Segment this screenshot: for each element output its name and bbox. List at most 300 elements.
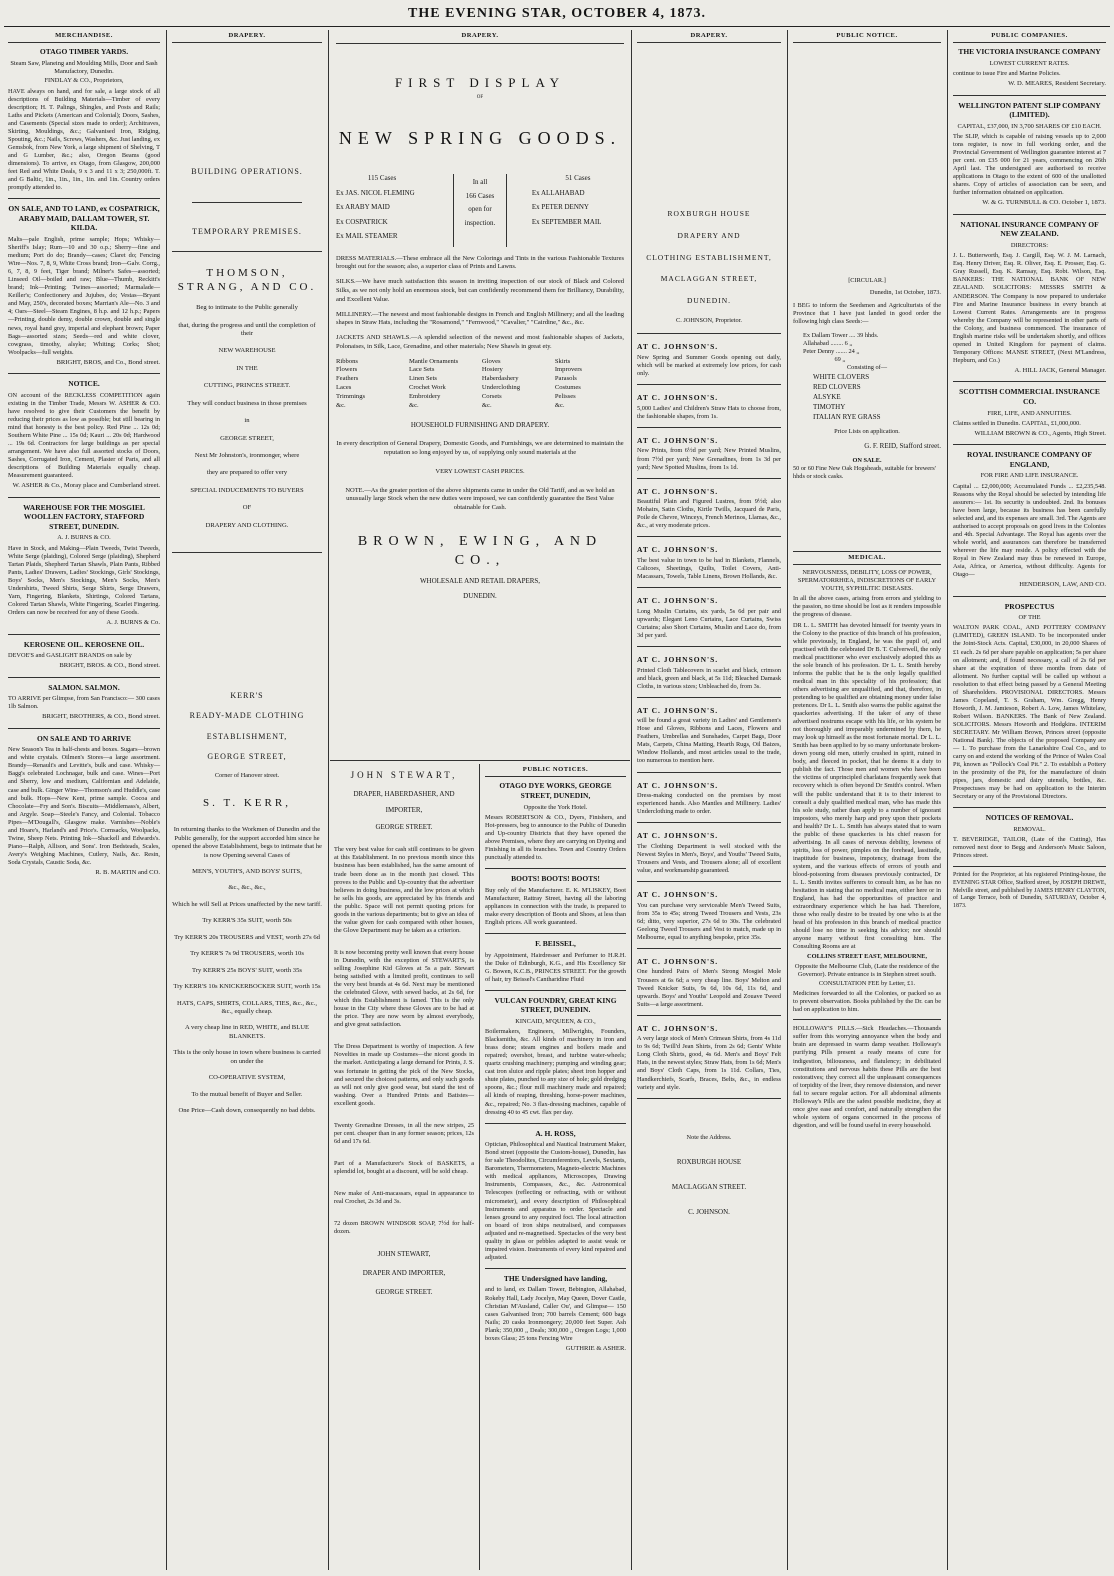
text-line: TIMOTHY [813,402,846,411]
column-drapery-2: DRAPERY. ROXBURGH HOUSE DRAPERY AND CLOTHING ESTABLISHMENT, MACLAGGAN STREET, DUNEDIN. C. JOHNSON, Proprietor. AT C. JOHNSON'S. New Spring and Summer Goods opening out daily, which will be marked at extremely low prices, for cash only. AT C. JOHNSON'S. 5,000 Ladies' and Children's Straw Hats to choose from, the fashionable shapes, from 1s. AT C. JOHNSON'S. New Prints, from 6½d per yard; New Printed Muslins, from 7½d per yard; New Grenadines, from 1s 3d per yard; New Spotted Muslins, from 1s 1d. AT C. JOHNSON'S. Beautiful Plain and Figured Lustres, from 9½d; also Mohairs, Satin Cloths, Kirtle Twills, Jacquard de Paris, Poile de Chevre, Winceys, French Merinos, Llamas, &c., &c., at very moderate prices. AT C. JOHNSON'S. The best value in town to be had in Blankets, Flannels, Calicoes, Sheetings, Quilts, Toilet Covers, Anti-Macassars, Towels, Table Linens, Brown Hollands, &c. AT C. JOHNSON'S. Long Muslin Curtains, six yards, 5s 6d per pair and upwards; Elegant Leno Curtains, Lace Curtains, Swiss Curtains; also Short Curtains, Muslin and Lace do, from 3d per yard. AT C. JOHNSON'S. Printed Cloth Tablecovers in scarlet and black, crimson and black, green and black, at 5s 11d; Bleached Damask Cloths, in various sizes; Unbleached do, from 3s. AT C. JOHNSON'S. will be found a great variety in Ladies' and Gentlemen's Hose and Gloves, Ribbons and Laces, Flowers and Feathers, Umbrellas and Sunshades, Carpet Bags, Door Mats, Carpets, China Matting, Hearth Rugs, Oil Baizes, Window Hollands, and most articles usual to the trade, too numerous to mention here. AT C. JOHNSON'S. Dress-making conducted on the premises by most experienced hands. Also Mantles and Millinery. Ladies' Underclothing made to order. AT C. JOHNSON'S. The Clothing Department is well stocked with the Newest Styles in Men's, Boys', and Youths' Tweed Suits, Trousers and Vests, and Trousers alone; all of excellent value, and workmanship guaranteed. AT C. JOHNSON'S. You can purchase very serviceable Men's Tweed Suits, from 35s to 45s; strong Tweed Trousers and Vests, 23s 6d; ditto, very superior, 27s 6d to 30s. The celebrated Geelong Tweed Trousers and Vest to match, made up in Melbourne, equal to anything bespoke, price 35s. AT C. JOHNSON'S. One hundred Pairs of Men's Strong Mosgiel Mole Trousers at 6s 6d; a very cheap line. Boys' Melton and Tweed Knicker Suits, 9s 6d, 10s 6d, 11s 6d, and upwards. Boys' and Youths' Leopold and Zouave Tweed Suits—a large assortment. AT C. JOHNSON'S. A very large stock of Men's Crimean Shirts, from 4s 11d to 9s 6d; Twill'd Jean Shirts, from 2s 6d; Gents' White Long Cloth Shirts, good, 4s 6d. Men's and Boys' Felt Hats, in the newest styles; Straw Hats, from 1s 6d; Men's and Boys' Cloth Caps, from 1s 11d. Collars, Ties, Handkerchiefs, Scarfs, Braces, Belts, &c., in endless variety and style. Note the Address. ROXBURGH HOUSE MACLAGGAN STREET. C. JOHNSON. [637,32,781,1216]
goods-column [555,358,624,411]
goods-item: Lace Sets [408,366,435,374]
ad-title: SCOTTISH COMMERCIAL INSURANCE CO. [959,387,1100,406]
advert [953,450,1106,589]
goods-list [336,358,624,411]
text-line: Ex ALLAHABAD [531,188,585,197]
ad-body: Boilermakers, Engineers, Millwrights, Founders, Blacksmiths, &c. All kinds of machinery in iron and brass done; steam engines and boilers made and repaired; overshot, breast, and turbine water-wheels; quartz crushing machinery; pumping and winding gear; cast iron sluice and ripple plates; sheet iron hopper and shute plates, punched to any size of hole; gold dredging spoons, &c.; flour mill machinery made and repaired; all kinds of reaping, threshing, horse-power machines, &c., repaired; No. 3 flax-dressing machines, capable of dressing 40 to 45 cwt. flax per day. [485,1028,626,1116]
ad-title: PROSPECTUS [1004,601,1055,611]
ad-heading: BUILDING OPERATIONS. [191,167,303,177]
text-line: Ex ARABY MAID [336,203,390,212]
ad-title: AT C. JOHNSON'S. [637,596,719,606]
advert [637,957,781,1009]
text-line: ALSYKE [813,392,841,401]
ad-subheading: Corner of Hanover street. [214,772,280,780]
goods-column [336,358,405,411]
text-line: VERY LOWEST CASH PRICES. [435,467,525,475]
ad-subheading: LOWEST CURRENT RATES. [989,60,1070,68]
goods-item: Trimmings [336,393,366,401]
ad-title: OTAGO TIMBER YARDS. [39,47,129,57]
ad-title: AT C. JOHNSON'S. [637,435,719,445]
ad-title: THE Undersigned have landing, [503,1273,608,1283]
ad-subheading: CAPITAL, £37,000, IN 3,700 SHARES OF £10 EACH. [957,122,1102,130]
column-divider [787,30,788,1570]
text-line: Part of a Manufacturer's Stock of BASKETS, a splendid lot, bought at a discount, will be sold cheap. [334,1159,474,1175]
ad-title: FIRST DISPLAY [394,74,566,90]
ad-title: ROYAL INSURANCE COMPANY OF ENGLAND, [967,450,1092,469]
column-heading: DRAPERY. [336,32,624,44]
advert [953,220,1106,375]
goods-item: Mantle Ornaments [408,357,459,365]
goods-item: Embroidery [408,393,441,401]
firm-name: BROWN, EWING, AND CO., [357,533,603,568]
ad-signature: W. ASHER & Co., Moray place and Cumberland street. [12,482,160,490]
text-line: GEORGE STREET, [220,434,274,442]
goods-item: Ribbons [336,357,358,365]
goods-item: &c. [408,402,419,410]
divider [637,772,781,773]
column-public-companies [949,30,1110,1570]
text-line: Beg to intimate to the Public generally [196,304,298,312]
ad-body: New Season's Tea in half-chests and boxes. Sugars—brown and white crystals. Oilmen's Stores—a large assortment. Brandy—Renault's and Levitte's, bulk and case. Whisky—Bagg's celebrated Lochnagar, bulk and case. Wines—Port and Sherry, low and medium, Californian and Adelaide, case and bulk. Ginger Wine—Thomson's and Huddle's, case and bulk. Hops—New Kent, prime sample. Cocoa and Chocolate—Fry and Son's. Biscuits—Middlemass's, Albert, and Argyle. Soap—Steele's Fancy, and Colonial. Tobacco Pipes—M'Dougall's, Glasgow make. Varnishes—Noble's and Hoare's, Harland's and Price's. Cornsacks, Woolpacks, Twine, Sheep Nets. Printing Ink—Shackell and Edwards's. Piano—Ralph, Allison, and Sons'. Iron Bedsteads, Scales, Avery's Weighing Machines, Cutlery, Nails, &c. Resin, Soda Crystals, Caustic Soda, &c. [8,746,160,866]
ad-title: NOTICES OF REMOVAL. [985,813,1074,823]
text-line: Try KERR'S 25s BOYS' SUIT, worth 35s [192,966,302,974]
ad-lines [172,826,322,1115]
advert [637,1024,781,1092]
text-line: The Dress Department is worthy of inspection. A few Novelties in made up Costumes—the nicest goods in the market. Anticipating a large demand for Prints, J. S. was fortunate in getting the pick of the New Stocks, and secured the choicest patterns, and only such goods as will not only give good wear, but stand the test of washing. Over a Hundred Prints and Batistes—excellent goods. [334,1043,474,1107]
column-public-notices [481,764,630,1570]
text-line: Ex JAS. NICOL FLEMING [336,188,415,197]
text-line: Twenty Grenadine Dresses, in all the new stripes, 25 per cent. cheaper than in any former season; prices, 12s 6d and 17s 6d. [334,1121,474,1145]
text-line: To the mutual benefit of Buyer and Seller. [191,1090,303,1098]
ad-body: New Spring and Summer Goods opening out daily, which will be marked at extremely low prices, for cash only. [637,354,781,378]
advert [637,890,781,942]
text-line: CLOTHING ESTABLISHMENT, [646,252,772,262]
masthead: THE EVENING STAR, OCTOBER 4, 1873. [408,6,706,21]
advert [485,781,626,862]
imprint: Printed for the Proprietor, at his registered Printing-house, the EVENING STAR Office, Stafford street, by JOSEPH DREWE, Melville street, and published by JAMES HENRY CLAYTON, of Lange Terrace, both of Dunedin, SATURDAY, October 4, 1873. [953,872,1106,910]
text-line: SPECIAL INDUCEMENTS TO BUYERS [190,486,304,494]
ad-title: AT C. JOHNSON'S. [637,654,719,664]
column-heading: PUBLIC NOTICE. [793,32,941,43]
goods-item: Gloves [481,357,501,365]
goods-item: &c. [554,402,565,410]
advert [637,655,781,691]
ad-body: Long Muslin Curtains, six yards, 5s 6d per pair and upwards; Elegant Leno Curtains, Lace Curtains, Swiss Curtains; also Short Curtains, Muslin and Lace do, from 3d per yard. [637,607,781,639]
text-line: Ex MAIL STEAMER [336,232,398,241]
advert [637,487,781,531]
divider [637,1015,781,1016]
ad-subheading: FINDLAY & CO., Proprietors, [44,77,124,85]
divider [637,697,781,698]
ad-title: WELLINGTON PATENT SLIP COMPANY (LIMITED). [958,100,1101,120]
goods-item: &c. [336,402,346,410]
text-line: RED CLOVERS [813,382,861,391]
goods-item: Hosiery [481,366,503,374]
advert [8,640,160,671]
goods-item: Flowers [336,366,358,374]
ad-signature: W. D. MEARES, Resident Secretary. [1008,80,1106,88]
ad-title: ON SALE AND TO ARRIVE [37,733,131,743]
advert [953,813,1106,860]
column-heading: DRAPERY. [172,32,322,43]
ad-title: NEW SPRING GOODS. [338,128,622,149]
advert [8,204,160,367]
goods-item: Pelisses [554,393,576,401]
advert [485,939,626,984]
ad-body: New Prints, from 6½d per yard; New Printed Muslins, from 7½d per yard; New Grenadines, from 1s 3d per yard; New Spotted Muslins, from 1s 1d. [637,447,781,471]
ad-body: Messrs ROBERTSON & CO., Dyers, Finishers, and Hot-pressers, beg to announce to the Public of Dunedin and Up-country Districts that they have opened the above Premises, where they are carrying on Dyeing and Finishing in all its branches. Town and Country Orders punctually attended to. [485,813,626,862]
ad-title: AT C. JOHNSON'S. [637,890,719,900]
ad-title: AT C. JOHNSON'S. [637,393,719,403]
text-line: New make of Anti-macassars, equal in appearance to real Crochet, 2s 3d and 3s. [334,1189,474,1206]
text-line: 69 ,, [803,355,846,363]
divider [485,868,626,869]
ad-body: Buy only of the Manufacturer. E. K. M'LISKEY, Boot Manufacturer, Rattray Street, having all the laboring appliances in connection with the trade, is prepared to make every description of Boots and Shoes, at less than English prices. All work guaranteed. [485,886,626,926]
divider [8,198,160,199]
text-line: MILLINERY.—The newest and most fashionable designs in French and English Millinery; and all the leading shapes in Straw Hats, including the "Rosamond," "Fernwood," "Cavalier," "Cairdine," &c., &c. [336,310,624,327]
text-line: DUNEDIN. [686,295,732,305]
ad-body: You can purchase very serviceable Men's Tweed Suits, from 35s to 45s; strong Tweed Trousers and Vests, 23s 6d; ditto, very superior, 27s 6d to 30s. The celebrated Geelong Tweed Trousers and Vest to match, made up in Melbourne, equal to anything bespoke, price 35s. [637,901,781,941]
divider [953,95,1106,96]
shipments: 115 Cases Ex JAS. NICOL FLEMING Ex ARABY MAID Ex COSPATRICK Ex MAIL STEAMER In all 166 Cases open for inspection. 51 Cases Ex ALLAHABAD Ex PETER DENNY Ex SEPTEMBER MAIL [336,174,624,246]
column-divider [328,30,329,1570]
text-line: DRAPERY AND CLOTHING. [205,521,289,529]
divider [637,881,781,882]
text-line: MEN'S, YOUTH'S, AND BOYS' SUITS, [192,868,302,875]
text-line: In every description of General Drapery, Domestic Goods, and Furnishings, we are determined to maintain the reputation so long enjoyed by us, of supplying only sound materials at the [336,440,624,457]
text-line: DRAPER AND IMPORTER, [362,1269,446,1278]
ad-body: TO ARRIVE per Glimpse, from San Francisco:— 300 cases 1lb Salmon. [8,695,160,711]
ad-title: AT C. JOHNSON'S. [637,705,719,715]
ad-heading: KERR'S [230,691,264,701]
ad-signature: HENDERSON, LAW, AND CO. [1019,581,1106,589]
ad-signature: BRIGHT, BROS. & CO., Bond street. [59,662,160,670]
advert [953,101,1106,208]
goods-item: Skirts [554,357,571,365]
divider [637,427,781,428]
ad-title: NOTICE. [68,379,100,389]
firm-name: THOMSON, STRANG, AND CO. [177,266,317,293]
column-divider [479,764,480,1570]
advert [953,602,1106,802]
ad-body: HAVE always on hand, and for sale, a large stock of all descriptions of Building Materials—Timber of every description; H. T. Palings, Shingles, and Posts and Rails; Laths and Pickets (American and Colonial); Doors, Sashes, and Casements (Special sizes made to order); Architraves, Skirting, Mouldings, &c.; Galvanised Iron, Ridging, Spouting, &c.; Nails, Screws, Washers, &c. Just landing, ex Gemsbok, from New York, a large shipment of Shelving, T and G Lumber, &c.; also, Oregon Beams (good dimensions). To arrive, ex Otago, from Glasgow, 200,000 feet Red and White Deals, 9 x 3 and 11 x 3; 250,000ft. T. and G Baltic, 1in., 1in., 1in., 1in. and 1in. Country orders promptly attended to. [8,87,160,192]
text-line: NOTE.—As the greater portion of the above shipments came in under the Old Tariff, and as we hold an unusually large Stock when the new duties were imposed, we can confidently guarantee the Best Value obtainable for Cash. [345,486,615,512]
ad-title: F. BEISSEL, [535,938,576,948]
text-line: DRESS MATERIALS.—These embrace all the New Colorings and Tints in the various Fashionable Textures brought out for the season; also, a superior class of Prints and Lawns. [336,254,624,271]
advert [637,545,781,581]
text-line: DRAPER, HABERDASHER, AND [353,789,455,798]
ad-body: The best value in town to be had in Blankets, Flannels, Calicoes, Sheetings, Quilts, Toilet Covers, Anti-Macassars, Towels, Table Linens, Brown Hollands, &c. [637,556,781,581]
column-merchandise [4,30,164,1570]
text-line: JOHN STEWART, [377,1250,431,1259]
divider [637,646,781,647]
goods-item: Parasols [554,375,577,383]
ad-subheading: Opposite the York Hotel. [523,803,588,811]
ad-body: J. L. Butterworth, Esq. J. Cargill, Esq. W. J. M. Larnach, Esq. Henry Driver, Esq. R. Oliver, Esq. E. Prosser, Esq. G. Gray Russell, Esq. K. Ramsay, Esq. Robt. Wilson, Esq. BANKERS: THE NATIONAL BANK OF NEW ZEALAND. SOLICITORS: MESSRS SMITH & ANDERSON. The Company is now prepared to undertake Fire and Marine Insurance business in every branch at Lowest Current Rates. Arrangements are in progress whereby the Company will be represented in other parts of the Colony, and business commenced. The insurance of English marine risks will be undertaken shortly, and offices opened in United Kingdom for payment of claims. Temporary Offices: MANSE STREET, (Next M'Landress, Hepburn, and Co.) [953,252,1106,364]
goods-item: Improvers [554,366,582,374]
text-line: DRAPERY AND [677,231,741,241]
goods-item: Laces [336,384,352,392]
text-line: Which he will Sell at Prices unaffected by the new tariff. [172,900,322,908]
divider [953,444,1106,445]
text-line: IN THE [236,364,258,372]
divider [953,596,1106,597]
text-line: CUTTING, PRINCES STREET. [203,382,291,390]
ad-of: OF [476,95,484,101]
ad-subheading: OF THE [1018,614,1041,622]
advert [8,503,160,628]
ad-title: ON SALE, AND TO LAND, ex COSPATRICK, ARABY MAID, DALLAM TOWER, ST. KILDA. [8,204,160,233]
divider [637,587,781,588]
ad-heading: ESTABLISHMENT, [206,731,288,741]
text-line: Try KERR'S 10s KNICKERBOCKER SUIT, worth 15s [173,983,321,991]
ad-title: AT C. JOHNSON'S. [637,545,719,555]
ad-body: One hundred Pairs of Men's Strong Mosgiel Mole Trousers at 6s 6d; a very cheap line. Boys' Melton and Tweed Knicker Suits, 9s 6d, 10s 6d, 11s 6d, and upwards. Boys' and Youths' Leopold and Zouave Tweed Suits—a large assortment. [637,968,781,1008]
advert [485,874,626,927]
text-line: They will conduct business in those premises [187,399,307,407]
text-line: This is the only house in town where business is carried on under the [173,1049,321,1065]
ad-subheading: FIRE, LIFE, AND ANNUITIES. [987,409,1072,417]
text-line: WHITE CLOVERS [813,372,870,381]
advert [637,393,781,421]
text-line: NEW WAREHOUSE [218,347,276,355]
ad-signature: GUTHRIE & ASHER. [565,1344,626,1352]
text-line: CO-OPERATIVE SYSTEM, [208,1074,286,1082]
advert [637,342,781,378]
text-line: MACLAGGAN STREET. [671,1182,747,1191]
divider [637,1098,781,1099]
column-heading: DRAPERY. [637,32,781,43]
ad-body: Optician, Philosophical and Nautical Instrument Maker, Bond street (opposite the Custom-house), Dunedin, has for sale Theodolites, Circumferentors, Levels, Sextants, Barometers, Thermometers, Magneto-electric Machines with medical appliances, Microscopes, Drawing Instruments, Compasses, &c., &c. Astronomical Telescopes (reflecting or refracting, with or without micrometer), and every description of Philosophical Instruments and apparatus to order. Spectacle and lenses ground to any required foci. The local attraction on board of iron ships neutralised, and compasses adjusted and re-magnetised. Spectacles of the very best quality in glass or pebbles adapted to assist weak or impaired vision. Instruments of every kind repaired and adjusted. [485,1141,626,1261]
ad-title: SALMON. SALMON. [48,682,120,692]
advert [637,436,781,472]
text-line: Ex Dallam Tower .... 39 hhds. [803,331,879,339]
column-public-notice: PUBLIC NOTICE. [CIRCULAR.] Dunedin, 1st October, 1873. I BEG to inform the Seedsmen and Agriculturists of the Province that I have just landed in good order the following high class Seeds:— Ex Dallam Tower .... 39 hhds. Allahabad ........ 6 ,, Peter Denny ....... 24 ,, 69 ,, Consisting of— WHITE CLOVERS RED CLOVERS ALSYKE TIMOTHY ITALIAN RYE GRASS Price Lists on application. G. F. REID, Stafford street. ON SALE. 50 or 60 Fine New Oak Hogsheads, suitable for brewers' hhds or stock casks. MEDICAL. NERVOUSNESS, DEBILITY, LOSS OF POWER, SPERMATORRHŒA, INDISCRETIONS OF EARLY YOUTH, SYPHILITIC DISEASES. In all the above cases, arising from errors and yielding to the passion, no time should be lost as it renders impossible the progress of disease. DR L. L. SMITH has devoted himself for twenty years in the Colony to the practice of this branch of his profession, while previously, in England, he was the pupil of, and practised with the celebrated Dr B. T. Culverwell, the only medical practitioner who ever exclusively adopted this as the sole branch of his profession. Dr L. L. Smith hereby informs the public that he is the only legally qualified medical man in this speciality of his profession; that others advertising are unqualified, and that, therefore, in pretending to be qualified are obtaining money under false pretences. Dr L. L. Smith also warns the public against the quackeries advertising. If the taker of any of these advertised nostrums escape with his life, or his system be not thoroughly and irreparably undermined by them, he may look up himself as the most fortunate mortal. Dr L. L. Smith has been applied to by so many unfortunate broken-down young old men, utterly crushed in spirit, ruined in body, and fleeced in pocket, that he deems it a duty to publish the fact. Those men and women who have been the victims of unprincipled charlatans frequently seek that recovery which is often beyond Dr Smith's control. When will the public understand that it is to their interest to consult a duly qualified medical man, who has made this his sole study, rather than apply to a number of ignorant impostors, who merely harp and prey upon their pockets and health? Dr L. L. Smith has always stated that to warn the public of these quackeries is his chief reason for advertising. In all cases of nervous debility, lowness of spirits, loss of power, pimples on the forehead, lassitude, inaptitude for business, impotency, drainage from the system, and the various effects of errors of youth and blood-poisoning from diseases previously contracted, Dr L. L. Smith invites sufferers to consult him, as he has no hesitation in stating that no medical man, either here or in England, has had the opportunities of practice and extraordinary experience which he has had. Therefore, those who really desire to be treated by one who is at the head of his profession in this branch of medical practice should lose no time in seeking his advice; nor should anyone marry without first consulting him. The Consulting Rooms are at COLLINS STREET EAST, MELBOURNE, Opposite the Melbourne Club, (Late the residence of the Governor). Private entrance is in Stephen street south. CONSULTATION FEE by Letter, £1. Medicines forwarded to all the Colonies, or packed so as to prevent observation. Books published by the Dr. can be had on application to him. HOLLOWAY'S PILLS.—Sick Headaches.—Thousands suffer from this worrying annoyance when the body and brain are depressed in warm damp weather. Holloway's purifying Pills present a ready means of cure for indigestion, biliousness, and flatulency; in debilitated constitutions and nervous habits these Pills are the best restoratives; they correct all the unpleasant consequences of torpidity of the liver, they remove distension, and never fail to secure regular action. For all abdominal ailments Holloway's Pills are the safest possible medicine, they at once give ease and comfort, and naturally strengthen the whole system of organs concerned in the process of digestion, and will be found useful in every household. [793,32,941,1129]
divider [485,933,626,934]
text-line: Ex PETER DENNY [531,203,589,212]
text-line: It is now becoming pretty well known that every house in Dunedin, with the exception of STEWART'S, is selling Josephine Kid Gloves at 5s a pair. Stewart being satisfied with a limited profit, continues to sell the very best brands at 4s 6d. Next may be mentioned the celebrated Glove, with sewed backs, at 2s 6d, for which this Establishment is famed. This is the only house in the City where these Gloves are to be had at the price. They are now worn by almost everybody, and give great satisfaction. [334,948,474,1029]
text-line: that, during the progress and until the completion of their [178,321,316,337]
proprietor: C. JOHNSON, Proprietor. [676,317,742,325]
divider [953,381,1106,382]
text-line: open for [468,205,492,214]
column-divider [947,30,948,1570]
ad-signature: BRIGHT, BROTHERS, & CO., Bond street. [42,713,160,721]
ad-body: ON account of the RECKLESS COMPETITION again existing in the Timber Trade, Messrs W. ASHER & CO. have resolved to give their Customers the benefit by reducing their prices as low as possible; but still bearing in mind that honesty is the best policy. Red Pine ... 12s 0d; Southern White Pine ... 15s 0d; Kauri ... 20s 0d; Hardwood ... 19s 6d. Contractors for large buildings as per special arrangement. We have also full assorted stocks of Doors, Sashes, Corrugated Iron, Cement, Plaster of Paris, and all descriptions of Building Materials equally cheap. Measurement guaranteed. [8,391,160,480]
ad-subheading: HOUSEHOLD FURNISHING AND DRAPERY. [410,420,550,429]
column-heading: PUBLIC NOTICES. [485,766,626,777]
column-john-stewart [330,764,478,1570]
ad-body: Capital ... £2,000,000; Accumulated Funds ... £2,235,548. Reasons why the Royal should be selected by intending life assurers:— 1st. Its security is undoubted. 2nd. Its bonuses have been large, because its business has been carefully selected and, and its expenses are small. 3rd. The Agents are authorised to accept proposals on good lives in the Colonies and 4th. Special Advantage. The Royal has agents over the whole world, and assurances can therefore be transferred wherever the life may reside. A policy effected with the Royal in New Zealand may thus be renewed in Europe, Asia, Africa, or America, without difficulty. Agents for Otago— [953,482,1106,579]
ad-title: A. H. ROSS, [535,1128,576,1138]
ad-body: Have in Stock, and Making—Plain Tweeds, Twist Tweeds, White Serge (plaiding), Colored Serge (plaiding), Shepherd Tartan Plaids, Shepherd Tartan Shawls, Plain Pants, Ribbed Pants, Ladies' Drawers, Ladies' Stockings, Girls' Stockings, Boys' Socks, Men's Stockings, Men's Socks, Men's Undershirts, Tweed Shirts, Serge Shirts, Serge Drawers, Yarn, Fingering, Blankets, Shirtings, Colored Tartans, Colored Tartan Shawls, White Fingering, Scarlet Fingering. Orders can now be received for any of these Goods. [8,544,160,617]
ad-title: NATIONAL INSURANCE COMPANY OF NEW ZEALAND. [960,219,1099,239]
divider [8,373,160,374]
column-heading: PUBLIC COMPANIES. [953,32,1106,43]
firm-name: JOHN STEWART, [350,770,458,780]
divider [637,822,781,823]
text-line: 166 Cases [465,191,495,200]
text-line: inspection. [464,218,496,227]
ad-subheading: Steam Saw, Planeing and Moulding Mills, Door and Sash Manufactory, Dunedin. [10,60,158,76]
text-line: 72 dozen BROWN WINDSOR SOAP, 7½d for half-dozen. [334,1220,474,1236]
ad-subheading: DIRECTORS: [1010,242,1049,250]
masthead-rule [4,26,1110,27]
ad-title: AT C. JOHNSON'S. [637,1023,719,1033]
ad-body: WALTON PARK COAL, AND POTTERY COMPANY (LIMITED), GREEN ISLAND. To be incorporated under the Joint-Stock Acts. Capital, £30,000, in 20,000 Shares of £1 each. 2s 6d per share payable on application; 5s per share on allotment; and, if found necessary, a call of 2s 6d per share at the expiration of three months from date of allotment. No further capital will be called up without a resolution to that effect being passed by a General Meeting of Shareholders. PROVISIONAL DIRECTORS. Messrs James Copeland, T. S. Graham, Wm. Gregg, Henry Howorth, J. M. Jamieson, Robert A. Low, James Whitelaw, Robert Wilson. BANKERS. The Bank of New Zealand. SOLICITORS. Messrs Howorth and Hodgkins. INTERIM SECRETARY. Mr William Brown, Princes street (opposite National Bank). The objects of the proposed Company are— 1. To purchase from the Lanarkshire Coal Co., and to carry on and extend the working of the Prince of Wales Coal Pit, known as "Pollock's Coal Pit." 2. To establish a Pottery in the proximity of the Pit, for the manufacture of drain pipes, jars, domestic and dairy utensils, bottles, &c. Prospectuses may be had on application to the Interim Secretary or any of the Provisional Directors. [953,624,1106,801]
advert [637,596,781,640]
goods-item: Underclothing [481,384,520,392]
ad-signature: W. & G. TURNBULL & CO. October 1, 1873. [982,199,1106,207]
text-line: &c., &c., &c., [228,884,266,892]
divider [485,990,626,991]
ad-heading: TEMPORARY PREMISES. [192,226,302,236]
text-line: OF [242,504,252,512]
text-line: Try KERR'S 20s TROUSERS and VEST, worth 27s 6d [174,933,320,941]
advert [953,387,1106,438]
text-line: IMPORTER, [385,806,423,815]
ad-body: Claims settled in Dunedin. CAPITAL, £1,000,000. [953,419,1081,427]
text-line: GEORGE STREET. [375,823,433,832]
text-line: ROXBURGH HOUSE [676,1157,742,1166]
divider [8,634,160,635]
ad-subheading: KINCAID, M'QUEEN, & CO., [515,1017,596,1025]
text-line: In all [472,178,488,187]
ad-body: Dress-making conducted on the premises by most experienced hands. Also Mantles and Millinery. Ladies' Underclothing made to order. [637,792,781,816]
text-line: One Price—Cash down, consequently no bad debts. [178,1107,316,1114]
advert [485,1274,626,1353]
brown-ewing-advert: DRAPERY. FIRST DISPLAY OF NEW SPRING GOODS. 115 Cases Ex JAS. NICOL FLEMING Ex ARABY MAID Ex COSPATRICK Ex MAIL STEAMER In all 166 Cases open for inspection. 51 Cases Ex ALLAHABAD Ex PETER DENNY Ex SEPTEMBER MAIL DRESS MATERIALS.—These embrace all the New Colorings and Tints in the various Fashionable Textures brought out for the season; also, a superior class of Prints and Lawns. SILKS.—We have much satisfaction this season in inviting inspection of our stock of Black and Colored Silks, as we not only hold an enormous stock, but can confidently recommend them for Brilliancy, Durability, and Excellent Value. MILLINERY.—The newest and most fashionable designs in French and English Millinery; and all the leading shapes in Straw Hats, including the "Rosamond," "Fernwood," "Cavalier," "Cairdine," &c., &c. JACKETS AND SHAWLS.—A splendid selection of the newest and most fashionable shapes of Jackets, Polonaises, in Silk, Lace, Grenadine, and other materials; New Shawls in great ety. Ribbons Flowers Feathers Laces Trimmings &c. Mantle Ornaments Lace Sets Linen Sets Crochet Work Embroidery &c. Gloves Hosiery Haberdashery Underclothing Corsets &c. Skirts Improvers Parasols Costumes Pelisses &c. HOUSEHOLD FURNISHING AND DRAPERY. In every description of General Drapery, Domestic Goods, and Furnishings, we are determined to maintain the reputation so long enjoyed by us, of supplying only sound materials at the VERY LOWEST CASH PRICES. NOTE.—As the greater portion of the above shipments came in under the Old Tariff, and as we hold an unusually large Stock when the new duties were imposed, we can confidently guarantee the Best Value obtainable for Cash. BROWN, EWING, AND CO., WHOLESALE AND RETAIL DRAPERS, DUNEDIN. [336,32,624,601]
ad-title: AT C. JOHNSON'S. [637,956,719,966]
divider [637,948,781,949]
advert [8,683,160,722]
advert [637,706,781,766]
text-line: SILKS.—We have much satisfaction this season in inviting inspection of our stock of Black and Colored Silks, as we not only hold an enormous stock, but can confidently recommend them for Brilliancy, Durability, and Excellent Value. [336,278,624,303]
ad-lines [172,304,322,530]
ad-body: 5,000 Ladies' and Children's Straw Hats to choose from, the fashionable shapes, from 1s. [637,404,781,420]
column-heading: MERCHANDISE. [8,32,160,43]
ad-body: The SLIP, which is capable of raising vessels up to 2,000 tons register, is now in full working order, and the Provincial Government of Wellington guarantee interest at 7 per cent. on £35 000 for 21 years, commencing on 26th April last. The undersigned are authorised to receive applications in Otago to the extent of 600 of the unallotted shares. Copy of articles of association can be seen, and further information obtained on application. [953,133,1106,197]
divider [637,536,781,537]
ad-signature: BRIGHT, BROS, and Co., Bond street. [56,358,160,366]
ad-signature: R. B. MARTIN and CO. [95,869,160,876]
text-line: HATS, CAPS, SHIRTS, COLLARS, TIES, &c., &c., &c., equally cheap. [177,999,317,1015]
goods-column [482,358,551,411]
goods-item: Feathers [336,375,359,383]
ad-title: WAREHOUSE FOR THE MOSGIEL WOOLLEN FACTORY, STAFFORD STREET, DUNEDIN. [23,502,145,531]
divider [637,478,781,479]
text-line: Try KERR'S 7s 9d TROUSERS, worth 10s [190,950,304,958]
column-drapery-1 [168,30,326,1570]
text-line: The very best value for cash still continues to be given at this Establishment. In no previous month since this business has been established, has the same amount of trade been done as in the month just closed. This proves to the Public and Up-country that the advertiser believes in doing business, and the low prices at which he sells his goods, are appreciated by his friends and the public. Space will not permit quoting prices for goods in the various departments; but to give an idea of the value given for cash compared with other houses, the Glove Department may be taken as a criterion. [334,846,474,934]
goods-item: &c. [481,402,492,410]
ad-subheading: REMOVAL. [1013,826,1046,833]
advert [8,379,160,491]
goods-item: Costumes [554,384,581,392]
ad-title: KEROSENE OIL. KEROSENE OIL. [23,639,145,649]
advert-list [8,47,160,877]
divider [953,214,1106,215]
ad-subheading: A. J. BURNS & CO. [57,534,111,542]
ad-signature: A. J. BURNS & Co. [106,619,160,627]
text-line: Try KERR'S 35s SUIT, worth 50s [202,917,292,925]
text-line: Ex SEPTEMBER MAIL [531,217,602,226]
text-line: they are prepared to offer very [206,469,288,477]
advert [8,47,160,192]
advert [485,1129,626,1262]
text-line: ITALIAN RYE GRASS [813,412,881,421]
ad-title: AT C. JOHNSON'S. [637,780,719,790]
text-line: GEORGE STREET. [375,1288,433,1297]
column-divider [631,30,632,1570]
goods-item: Crochet Work [408,384,446,392]
ad-heading: READY-MADE CLOTHING [189,711,305,721]
text-line: Ex COSPATRICK [336,217,388,226]
ad-title: THE VICTORIA INSURANCE COMPANY [958,47,1101,57]
advert [485,996,626,1117]
goods-column [409,358,478,411]
ad-heading: GEORGE STREET, [207,751,287,761]
ad-body: Beautiful Plain and Figured Lustres, from 9½d; also Mohairs, Satin Cloths, Kirtle Twills, Jacquard de Paris, Poile de Chevre, Winceys, French Merinos, Llamas, &c., &c., at very moderate prices. [637,498,781,530]
divider [485,1123,626,1124]
text-line: in [244,417,250,425]
ad-subheading: FOR FIRE AND LIFE INSURANCE. [980,472,1079,480]
text-line: A very cheap line in RED, WHITE, and BLUE BLANKETS. [184,1024,310,1040]
ad-signature: A. HILL JACK, General Manager. [1014,366,1106,374]
ad-body: Printed Cloth Tablecovers in scarlet and black, crimson and black, green and black, at 5s 11d; Bleached Damask Cloths, in various sizes; Unbleached do, from 3s. [637,666,781,690]
advert [637,781,781,817]
column-divider [166,30,167,1570]
ad-body: The Clothing Department is well stocked with the Newest Styles in Men's, Boys', and Youths' Tweed Suits, Trousers and Vests, and Trousers alone; all of excellent value, and workmanship guaranteed. [637,842,781,874]
ad-body: and to land, ex Dallam Tower, Bebington, Allahabad, Rokeby Hall, Lady Jocelyn, May Queen, Dover Castle, Christian M'Ausland, Caller Ou', and Glimpse— 150 cases Galvanised Iron; 700 barrels Cement; 600 bags Nails; 20 casks Ironmongery; 20,000 feet Super. Ash Plank; 350,000 ,, Deals; 300,000 ,, Oregon Logs; 1,000 boxes Glass; 25 tons Fencing Wire [485,1286,626,1342]
divider [8,728,160,729]
ad-body: continue to issue Fire and Marine Policies. [953,70,1061,78]
advert [637,831,781,875]
ad-body: DEVOE'S and GASLIGHT BRANDS on sale by [8,652,132,660]
ad-body: Malts—pale English, prime sample; Hops; Whisky—Sheriff's Islay; Rum—10 and 30 o.p.; Sherry—fine and medium; Port do do; Brandy—cases; Claret do; Fencing Wire—Nos. 7, 8, 9, White Cross brand; Iron—Galv. Corrg., 6, 7, 8, 9 feet, Tiger brand; Milner's Safes—assorted; Linseed Oil—boiled and raw; Blue—Thumb, Reckitt's brand; Ink—Printing; Twines—assorted; Marmalade—Keiller's; Confectionery and Jujubes, do; Vestas—Bryant and May, 250's, decorated boxes; Marrian's Ale—No. 3 and 4; Oars—Steel—Steam Engines, 8 h.p. and 12 h.p.; Papers—Printing, double demy, double crown, double and single news, royal hand grey, imperial and elephant brown; Paper Bags—assorted sizes; Seeds—red and white clover, cowgrass, timothy, alsyke; Whiting; Corks; Shot; Woolpacks—full weights. [8,235,160,356]
text-line: ROXBURGH HOUSE [667,209,751,219]
divider [485,1268,626,1269]
text-line: In returning thanks to the Workmen of Dunedin and the Public generally, for the support accorded him since he opened the above Establishment, begs to intimate that he is now Opening several Cases of [172,826,322,859]
text-line: Peter Denny ....... 24 ,, [803,347,860,355]
ad-body: will be found a great variety in Ladies' and Gentlemen's Hose and Gloves, Ribbons and Laces, Flowers and Feathers, Umbrellas and Sunshades, Carpet Bags, Door Mats, Carpets, China Matting, Hearth Rugs, Oil Baizes, Window Hollands, and most articles usual to the trade, too numerous to mention here. [637,717,781,765]
ad-title: VULCAN FOUNDRY, GREAT KING STREET, DUNEDIN. [494,995,617,1015]
goods-item: Corsets [481,393,502,401]
divider [8,677,160,678]
ad-body: T. BEVERIDGE, TAILOR, (Late of the Cutting), Has removed next door to Begg and Anderson's Music Saloon, Princes street. [953,836,1106,860]
text-line: MACLAGGAN STREET, [660,274,758,284]
goods-item: Haberdashery [481,375,519,383]
text-line: Next Mr Johnston's, ironmonger, where [194,452,300,459]
divider [8,497,160,498]
ad-title: AT C. JOHNSON'S. [637,342,719,352]
advert [953,47,1106,88]
firm-name: S. T. KERR, [203,797,291,810]
divider [637,384,781,385]
text-line: Allahabad ........ 6 ,, [803,339,853,347]
ad-title: OTAGO DYE WORKS, GEORGE STREET, DUNEDIN, [499,781,612,801]
ad-title: AT C. JOHNSON'S. [637,831,719,841]
ad-title: BOOTS! BOOTS! BOOTS! [511,874,600,884]
ad-title: AT C. JOHNSON'S. [637,486,719,496]
ad-signature: WILLIAM BROWN & CO., Agents, High Street. [974,429,1106,437]
goods-item: Linen Sets [408,375,437,383]
divider [953,807,1106,808]
text-line: C. JOHNSON. [688,1207,730,1216]
ad-body: A very large stock of Men's Crimean Shirts, from 4s 11d to 9s 6d; Twill'd Jean Shirts, from 2s 6d; Gents' White Long Cloth Shirts, good, 4s 6d. Men's and Boys' Felt Hats, in the newest styles; Straw Hats, from 1s 6d; Men's and Boys' Cloth Caps, from 1s 11d. Collars, Ties, Handkerchiefs, Scarfs, Braces, Belts, &c., in endless variety and style. [637,1035,781,1091]
advert [8,734,160,878]
